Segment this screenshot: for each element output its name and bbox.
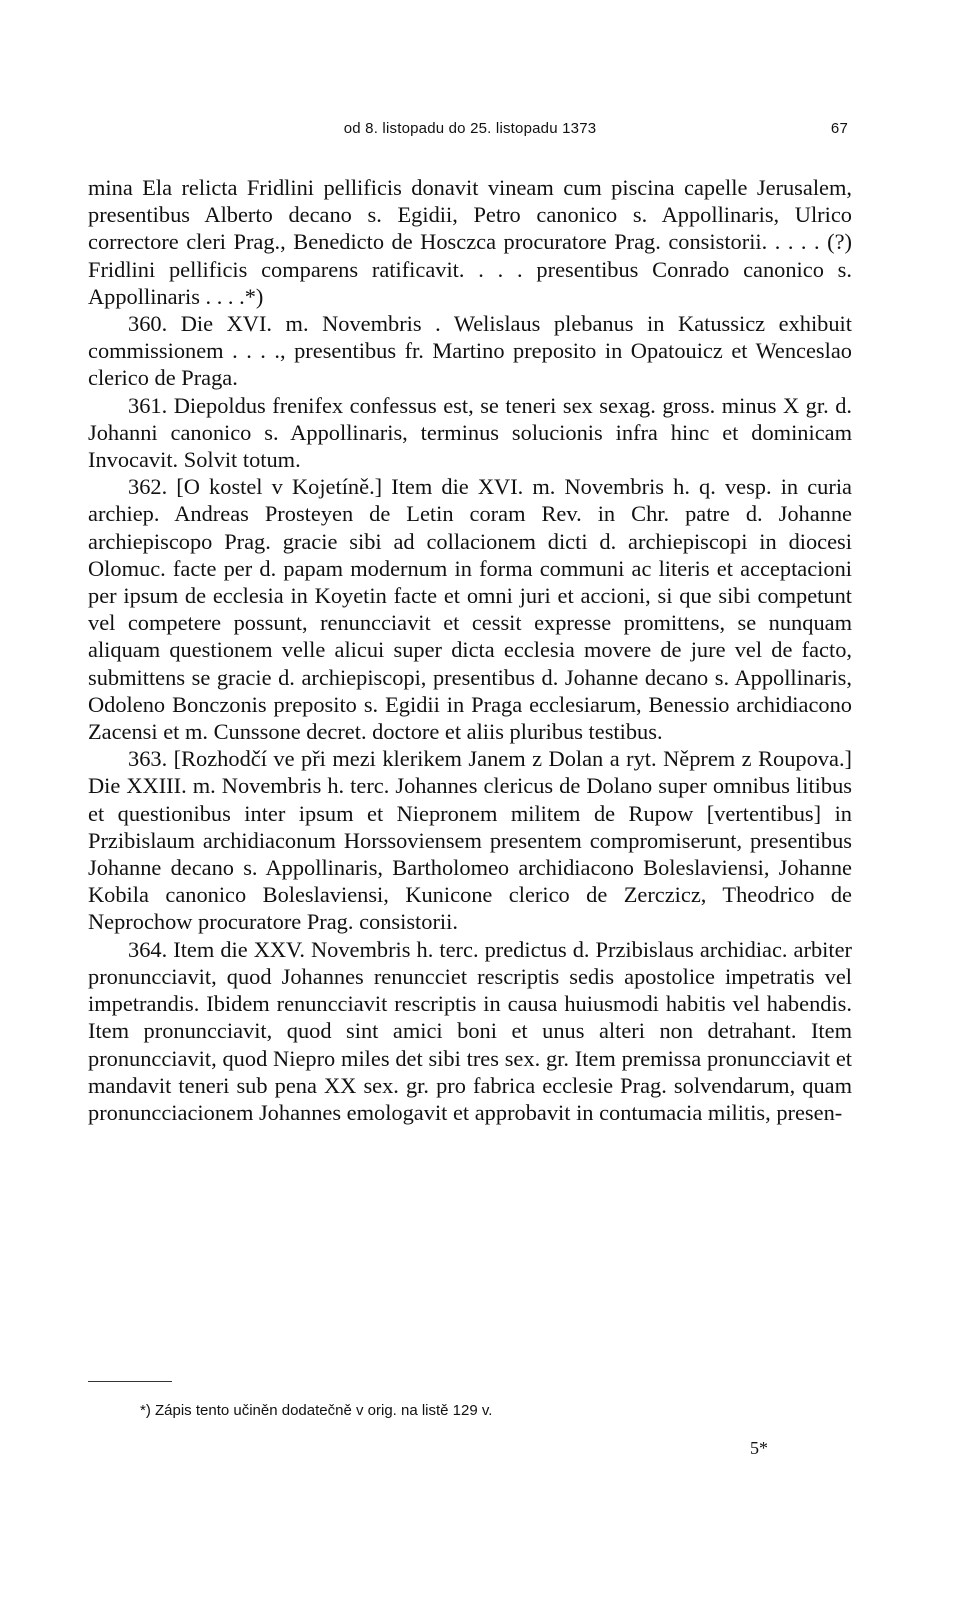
running-title: od 8. listopadu do 25. listopadu 1373	[343, 120, 597, 137]
main-text	[88, 174, 852, 1126]
entry-362: 362. [O kostel v Kojetíně.] Item die XVI. m. Novembris h. q. vesp. in curia archiep. Andreas Prosteyen de Letin coram Rev. in Chr. patre d. Johanne archiepiscopo Prag. gracie sibi ad collacionem dicti d. archiepiscopi in diocesi Olomuc. facte per d. papam modernum in forma communi ac literis et acceptacioni per ipsum de ecclesia in Koyetin facte et omni juri et accioni, si que sibi competunt vel competere possunt, renuncciavit et cessit expresse promittens, se nunquam aliquam questionem velle alicui super dicta ecclesia movere de jure vel de facto, submittens se gracie d. archiepiscopi, presentibus d. Johanne decano s. Appollinaris, Odoleno Bonczonis preposito s. Egidii in Praga ecclesiarum, Benessio archidiacono Zacensi et m. Cunssone decret. doctore et aliis pluribus testibus.	[88, 474, 852, 745]
footnote-divider	[88, 1381, 172, 1382]
paragraph-continued: mina Ela relicta Fridlini pellificis donavit vineam cum piscina capelle Jerusalem, presentibus Alberto decano s. Egidii, Petro canonico s. Appollinaris, Ulrico correctore cleri Prag., Benedicto de Hosczca procuratore Prag. consistorii. . . . . (?) Fridlini pellificis comparens ratificavit. . . . presentibus Conrado canonico s. Appollinaris . . . .*)	[88, 175, 852, 309]
entry-364: 364. Item die XXV. Novembris h. terc. predictus d. Przibislaus archidiac. arbiter pronuncciavit, quod Johannes renuncciet rescriptis sedis apostolice impetratis vel impetrandis. Ibidem renuncciavit rescriptis in causa huiusmodi habitis vel habendis. Item pronuncciavit, quod sint amici boni et unus alteri non detrahant. Item pronuncciavit, quod Niepro miles det sibi tres sex. gr. Item premissa pronuncciavit et mandavit teneri sub pena XX sex. gr. pro fabrica ecclesie Prag. solvendarum, quam pronuncciacionem Johannes emologavit et approbavit in contumacia militis, presen-	[88, 936, 852, 1125]
footnote: *) Zápis tento učiněn dodatečně v orig. na listě 129 v.	[140, 1402, 493, 1419]
entry-361: 361. Diepoldus frenifex confessus est, se teneri sex sexag. gross. minus X gr. d. Johanni canonico s. Appollinaris, terminus solucionis infra hinc et dominicam Invocavit. Solvit totum.	[88, 392, 852, 473]
entry-363: 363. [Rozhodčí ve při mezi klerikem Janem z Dolan a ryt. Něprem z Roupova.] Die XXIII. m. Novembris h. terc. Johannes clericus de Dolano super omnibus litibus et questionibus inter ipsum et Niepronem militem de Rupow [vertentibus] in Przibislaum archidiaconum Horssoviensem presentem compromiserunt, presentibus Johanne decano s. Appollinaris, Bartholomeo archidiacono Boleslaviensi, Johanne Kobila canonico Boleslaviensi, Kunicone clerico de Zerczicz, Theodrico de Neprochow procuratore Prag. consistorii.	[88, 746, 852, 935]
running-header	[88, 120, 852, 144]
page-number: 67	[830, 120, 848, 137]
entry-360: 360. Die XVI. m. Novembris . Welislaus plebanus in Katussicz exhibuit commissionem . . . ., presentibus fr. Martino preposito in Opatouicz et Wenceslao clerico de Praga.	[88, 311, 852, 391]
signature-mark: 5*	[750, 1438, 768, 1458]
